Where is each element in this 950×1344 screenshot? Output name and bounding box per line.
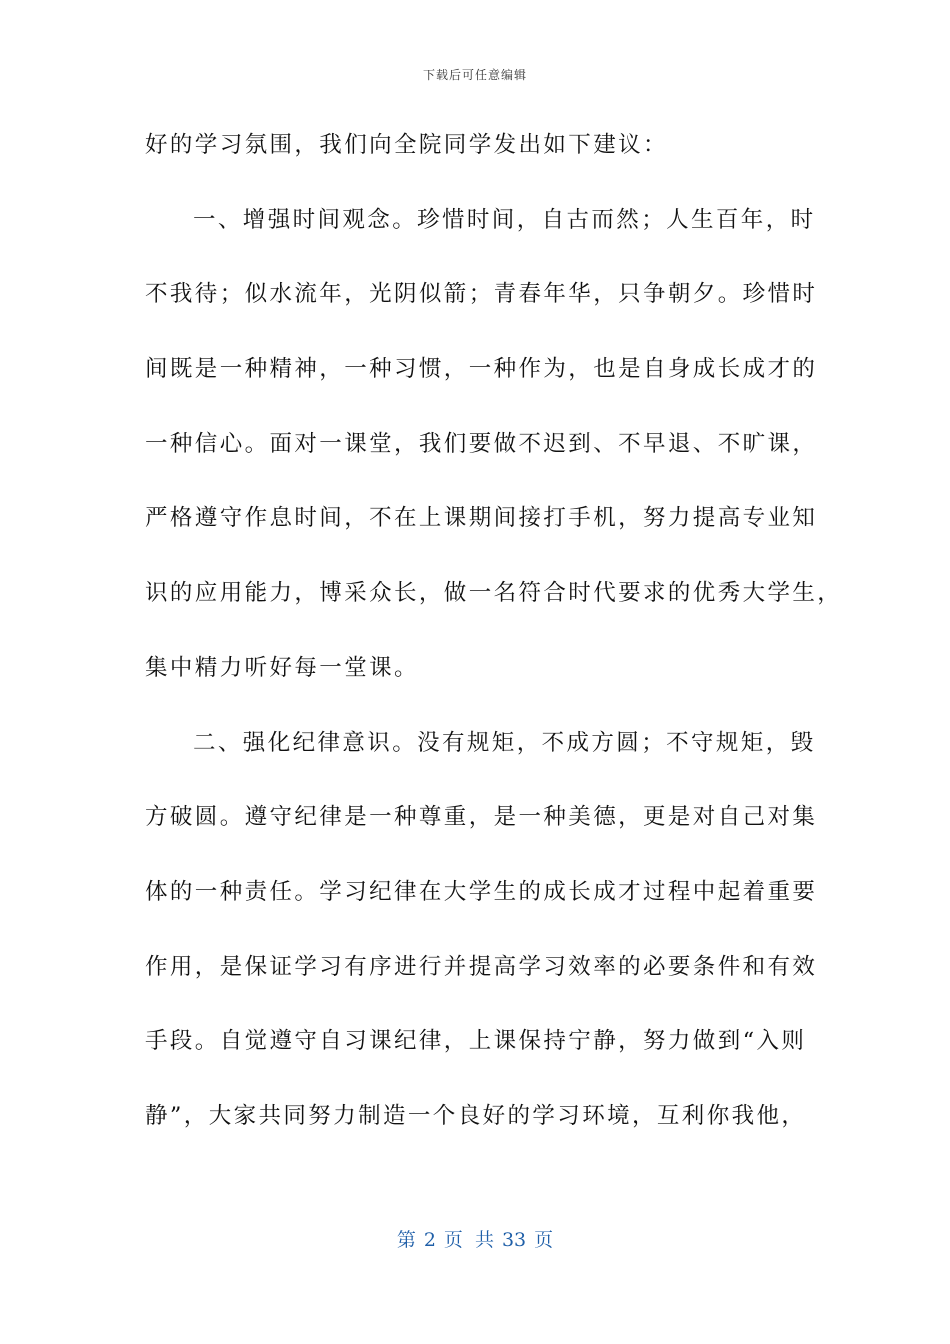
- text-line: 方破圆。遵守纪律是一种尊重，是一种美德，更是对自己对集: [145, 804, 818, 831]
- text-line: 静”，大家共同努力制造一个良好的学习环境，互利你我他，: [145, 1102, 807, 1129]
- page-number-footer: [0, 1225, 950, 1252]
- text-line: 作用，是保证学习有序进行并提高学习效率的必要条件和有效: [145, 953, 818, 980]
- text-line: 手段。自觉遵守自习课纪律，上课保持宁静，努力做到“入则: [145, 1028, 807, 1055]
- text-line: 一种信心。面对一课堂，我们要做不迟到、不早退、不旷课，: [145, 430, 818, 457]
- text-line: 不我待；似水流年，光阴似箭；青春年华，只争朝夕。珍惜时: [145, 281, 818, 308]
- text-line: 体的一种责任。学习纪律在大学生的成长成才过程中起着重要: [145, 878, 818, 905]
- paragraph-heading-discipline: 二、强化纪律意识。没有规矩，不成方圆；不守规矩，毁: [193, 729, 816, 756]
- footer-current-page: 2: [423, 1229, 436, 1251]
- text-line: 严格遵守作息时间，不在上课期间接打手机，努力提高专业知: [145, 505, 818, 532]
- text-line: 集中精力听好每一堂课。: [145, 654, 419, 681]
- paragraph-heading-time: 一、增强时间观念。珍惜时间，自古而然；人生百年，时: [193, 206, 816, 233]
- footer-middle: 页 共: [443, 1229, 494, 1251]
- document-body: [145, 122, 843, 1168]
- text-line: 好的学习氛围，我们向全院同学发出如下建议：: [145, 132, 668, 158]
- footer-prefix: 第: [396, 1229, 416, 1251]
- header-note: 下载后可任意编辑: [422, 68, 527, 82]
- footer-total-pages: 33: [501, 1229, 527, 1251]
- footer-suffix: 页: [534, 1229, 554, 1251]
- text-line: 间既是一种精神，一种习惯，一种作为，也是自身成长成才的: [145, 356, 818, 383]
- text-line: 识的应用能力，博采众长，做一名符合时代要求的优秀大学生，: [145, 580, 843, 607]
